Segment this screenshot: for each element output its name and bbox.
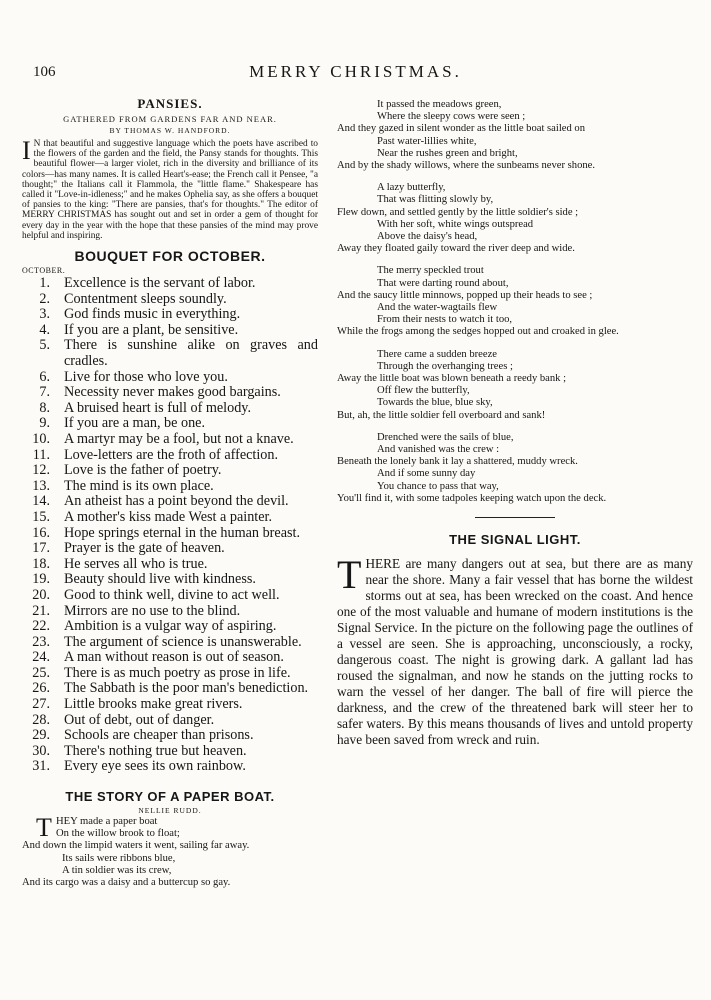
bouquet-item: [22, 697, 318, 713]
signal-light-title: THE SIGNAL LIGHT.: [449, 532, 581, 548]
bouquet-item-text: If you are a plant, be sensitive.: [64, 321, 239, 338]
verse-line: Beneath the lonely bank it lay a shattered, muddy wreck.: [337, 456, 578, 468]
verse-line: Above the daisy's head,: [377, 231, 478, 243]
bouquet-item-text: The mind is its own place.: [64, 477, 214, 494]
verse-line: Flew down, and settled gently by the little soldier's side ;: [337, 206, 579, 218]
verse-line: While the frogs among the sedges hopped out and croaked in glee.: [337, 326, 619, 338]
verse-line: You'll find it, with some tadpoles keeping watch upon the deck.: [337, 492, 607, 504]
signal-light-section: [337, 532, 693, 748]
verse-line: [22, 828, 318, 840]
verse-line: And the saucy little minnows, popped up their heads to see ;: [337, 289, 593, 301]
bouquet-title: BOUQUET FOR OCTOBER.: [74, 248, 266, 265]
verse-line: And its cargo was a daisy and a buttercup so gay.: [22, 877, 231, 889]
bouquet-item-text: If you are a man, be one.: [64, 415, 206, 432]
bouquet-item-text: Hope springs eternal in the human breast.: [64, 524, 300, 541]
verse-stanza: [337, 349, 693, 422]
bouquet-item-text: Every eye sees its own rainbow.: [64, 758, 246, 775]
bouquet-item: [22, 276, 318, 292]
bouquet-item: [22, 619, 318, 635]
bouquet-item-number: 13.: [32, 477, 50, 494]
verse-line: Past water-lillies white,: [377, 135, 477, 147]
bouquet-item-number: 2.: [39, 290, 50, 307]
bouquet-item-number: 6.: [39, 368, 50, 385]
bouquet-item-number: 4.: [39, 321, 50, 338]
bouquet-item: [22, 494, 318, 510]
month-label: OCTOBER.: [22, 266, 66, 276]
bouquet-item: [22, 728, 318, 744]
bouquet-item: [22, 370, 318, 386]
bouquet-item-number: 10.: [32, 430, 50, 447]
bouquet-item-number: 30.: [32, 742, 50, 759]
bouquet-item-text: A bruised heart is full of melody.: [64, 399, 252, 416]
bouquet-item: [22, 479, 318, 495]
bouquet-item-text: A man without reason is out of season.: [64, 649, 284, 666]
verse-line: And if some sunny day: [377, 468, 476, 480]
verse-line: From their nests to watch it too,: [377, 314, 513, 326]
bouquet-item: [22, 292, 318, 308]
right-column: [337, 99, 693, 748]
bouquet-item-text: Schools are cheaper than prisons.: [64, 727, 254, 744]
bouquet-item-number: 29.: [32, 727, 50, 744]
bouquet-item-number: 28.: [32, 711, 50, 728]
verse-line: With her soft, white wings outspread: [377, 218, 534, 230]
bouquet-item: [22, 463, 318, 479]
bouquet-item-text: Beauty should live with kindness.: [64, 571, 256, 588]
bouquet-item: [22, 401, 318, 417]
verse-line: Drenched were the sails of blue,: [377, 431, 514, 443]
bouquet-item-text: The Sabbath is the poor man's benediction.: [64, 680, 309, 697]
pansies-title: PANSIES.: [137, 96, 203, 111]
verse-second-line: On the willow brook to float;: [56, 828, 180, 840]
bouquet-item-number: 11.: [32, 446, 50, 463]
verse-lines-left: [22, 840, 318, 889]
paper-boat-dropcap: T: [36, 813, 52, 843]
pansies-byline: BY THOMAS W. HANDFORD.: [109, 126, 231, 135]
bouquet-item: [22, 416, 318, 432]
verse-line: And the water-wagtails flew: [377, 302, 498, 314]
verse-line: That were darting round about,: [377, 277, 509, 289]
verse-line: And down the limpid waters it went, sailing far away.: [22, 840, 250, 852]
bouquet-item: [22, 510, 318, 526]
bouquet-item-text: An atheist has a point beyond the devil.: [64, 493, 289, 510]
verse-line: And they gazed in silent wonder as the little boat sailed on: [337, 123, 586, 135]
bouquet-item-number: 9.: [39, 415, 50, 432]
bouquet-item-text: There is as much poetry as prose in life.: [64, 664, 291, 681]
running-title: MERRY CHRISTMAS.: [249, 62, 462, 81]
bouquet-item-text: Necessity never makes good bargains.: [64, 384, 281, 401]
verse-line: Near the rushes green and bright,: [377, 147, 518, 159]
bouquet-item: [22, 635, 318, 651]
bouquet-item-number: 18.: [32, 555, 50, 572]
bouquet-item-number: 15.: [32, 508, 50, 525]
bouquet-item-number: 26.: [32, 680, 50, 697]
bouquet-section: [22, 248, 318, 775]
verse-stanza: [337, 432, 693, 505]
paper-boat-title: THE STORY OF A PAPER BOAT.: [65, 789, 275, 805]
pansies-dropcap: I: [22, 136, 31, 165]
bouquet-item-number: 25.: [32, 664, 50, 681]
bouquet-item-number: 23.: [32, 633, 50, 650]
pansies-section: [22, 96, 318, 241]
bouquet-item: [22, 448, 318, 464]
bouquet-item-text: The argument of science is unanswerable.: [64, 633, 302, 650]
bouquet-item-number: 3.: [39, 306, 50, 323]
bouquet-item-number: 27.: [32, 696, 50, 713]
bouquet-item-text: Little brooks make great rivers.: [64, 696, 243, 713]
signal-light-dropcap: T: [337, 552, 362, 598]
bouquet-item: [22, 666, 318, 682]
bouquet-list: [22, 276, 318, 775]
bouquet-item: [22, 541, 318, 557]
verse-line: Away the little boat was blown beneath a reedy bank ;: [337, 373, 567, 385]
bouquet-item-text: God finds music in everything.: [64, 306, 241, 323]
bouquet-item-text: Contentment sleeps soundly.: [64, 290, 227, 307]
bouquet-item: [22, 759, 318, 775]
verse-line: But, ah, the little soldier fell overboard and sank!: [337, 409, 546, 421]
bouquet-item: [22, 307, 318, 323]
bouquet-item-text: Good to think well, divine to act well.: [64, 586, 280, 603]
bouquet-item-number: 21.: [32, 602, 50, 619]
signal-light-paragraph: [337, 552, 693, 748]
verse-line: And vanished was the crew :: [377, 444, 500, 456]
bouquet-item: [22, 713, 318, 729]
bouquet-item-number: 12.: [32, 462, 50, 479]
paper-boat-verse-start: [22, 813, 318, 889]
bouquet-item-number: 7.: [39, 384, 50, 401]
paper-boat-author: NELLIE RUDD.: [138, 806, 202, 816]
pansies-paragraph: [22, 136, 318, 241]
bouquet-item-text: Ambition is a vulgar way of aspiring.: [64, 618, 277, 635]
verse-line: A tin soldier was its crew,: [62, 864, 172, 876]
bouquet-item-text: Prayer is the gate of heaven.: [64, 540, 225, 557]
verse-line: There came a sudden breeze: [377, 348, 497, 360]
bouquet-item-number: 20.: [32, 586, 50, 603]
verse-line: Its sails were ribbons blue,: [62, 852, 176, 864]
paper-boat-section-start: [22, 789, 318, 889]
bouquet-item-text: A mother's kiss made West a painter.: [64, 508, 273, 525]
bouquet-item-number: 31.: [32, 758, 50, 775]
bouquet-item-text: Live for those who love you.: [64, 368, 228, 385]
bouquet-item-text: There's nothing true but heaven.: [64, 742, 247, 759]
bouquet-item-number: 5.: [39, 337, 50, 354]
bouquet-item-text: Out of debt, out of danger.: [64, 711, 215, 728]
bouquet-item-number: 24.: [32, 649, 50, 666]
page-number: 106: [33, 64, 56, 80]
bouquet-item-text: There is sunshine alike on graves and cradles.: [64, 337, 318, 369]
left-column: [22, 96, 318, 889]
verse-line: And by the shady willows, where the sunbeams never shone.: [337, 160, 596, 172]
verse-line: You chance to pass that way,: [377, 480, 499, 492]
bouquet-item: [22, 744, 318, 760]
bouquet-item-text: Love is the father of poetry.: [64, 462, 222, 479]
bouquet-item: [22, 323, 318, 339]
verse-line: The merry speckled trout: [377, 265, 484, 277]
bouquet-item-number: 16.: [32, 524, 50, 541]
bouquet-item: [22, 604, 318, 620]
verse-stanza: [337, 99, 693, 172]
paper-boat-verse-continued: [337, 99, 693, 505]
verse-line: A lazy butterfly,: [377, 182, 446, 194]
bouquet-item-text: Love-letters are the froth of affection.: [64, 446, 279, 463]
bouquet-item: [22, 681, 318, 697]
bouquet-item-text: Mirrors are no use to the blind.: [64, 602, 241, 619]
verse-line: Off flew the butterfly,: [377, 385, 470, 397]
bouquet-item: [22, 588, 318, 604]
bouquet-item: [22, 385, 318, 401]
bouquet-item-number: 14.: [32, 493, 50, 510]
verse-line: It passed the meadows green,: [377, 99, 502, 110]
bouquet-item-number: 22.: [32, 618, 50, 635]
verse-line: Away they floated gaily toward the river deep and wide.: [337, 243, 575, 255]
pansies-text: N that beautiful and suggestive language which the poets have ascribed to the flowers of the garden and the field, the Pansy stands for thoughts. This beautiful flower—a larger violet, rich in the diversity and brilliance of its colors—has many names. It is called Heart's-ease; the French call it Pensee, "a thought;" the Italians call it Flammola, the "little flame." Shakespeare has called it "Love-in-idleness;" and he makes Ophelia say, as she offers a bouquet of pansies to the king: "There are pansies, that's for thoughts." The editor of MERRY CHRISTMAS has sought out and set in order a gem of thought for every day in the year with the hope that these pansies of the mind may prove helpful and inspiring.: [22, 139, 318, 241]
bouquet-item: [22, 557, 318, 573]
verse-line: Through the overhanging trees ;: [377, 360, 513, 372]
bouquet-item-text: Excellence is the servant of labor.: [64, 275, 256, 292]
bouquet-item: [22, 572, 318, 588]
bouquet-item-text: A martyr may be a fool, but not a knave.: [64, 430, 294, 447]
verse-stanza: [337, 265, 693, 338]
verse-line: Where the sleepy cows were seen ;: [377, 111, 526, 123]
bouquet-item-number: 17.: [32, 540, 50, 557]
bouquet-item: [22, 526, 318, 542]
verse-line: Towards the blue, blue sky,: [377, 397, 493, 409]
section-divider: [475, 517, 555, 518]
bouquet-item: [22, 338, 318, 369]
verse-first-line: HEY made a paper boat: [56, 816, 158, 828]
bouquet-item-text: He serves all who is true.: [64, 555, 208, 572]
bouquet-item-number: 19.: [32, 571, 50, 588]
bouquet-item: [22, 650, 318, 666]
bouquet-item: [22, 432, 318, 448]
verse-line: That was flitting slowly by,: [377, 194, 494, 206]
verse-stanza: [337, 182, 693, 255]
bouquet-item-number: 1.: [39, 275, 50, 292]
pansies-subtitle: GATHERED FROM GARDENS FAR AND NEAR.: [63, 114, 277, 124]
bouquet-item-number: 8.: [39, 399, 50, 416]
signal-light-text: HERE are many dangers out at sea, but there are as many near the shore. Many a fair vessel that has borne the wildest storms out at sea, has been wrecked on the coast. And hence one of the most valuable and humane of modern institutions is the Signal Service. In the picture on the following page the outlines of a vessel are seen. She is approaching, unconsciously, a rocky, dangerous coast. The night is growing dark. A gallant lad has roused the signalman, and now he stands on the jutting rocks to warn the vessel of her danger. The ball of fire will pierce the darkness, and the crew of the threatened bark will steer her to safer waters. By this means thousands of lives and untold property have been saved from wreck and ruin.: [337, 556, 693, 748]
